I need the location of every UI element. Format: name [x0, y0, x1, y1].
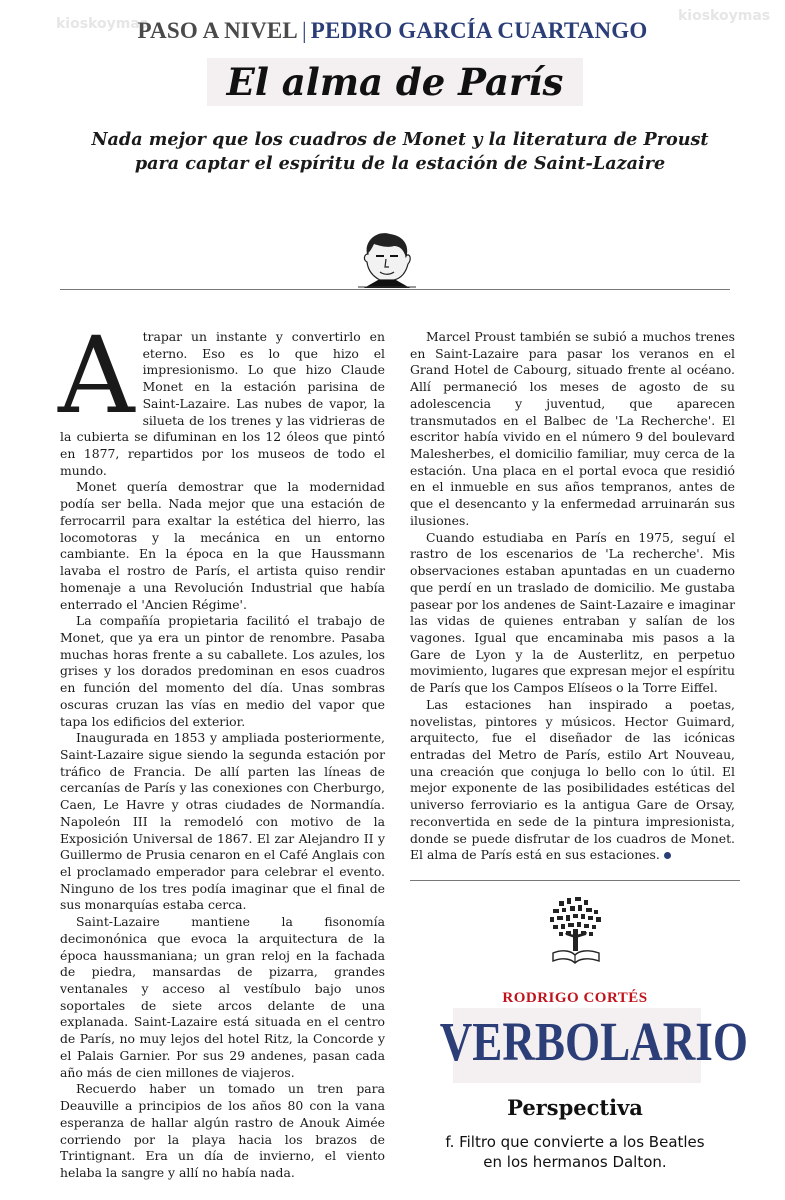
paragraph-text: trapar un instante y convertirlo en eterno. Eso es lo que hizo el impresionismo. Lo que hizo Claude Monet en la estación parisina de Saint-Lazaire. Las nubes de vapor, la silueta de los trenes y las vidrieras de la cubierta se difuminan en los 12 óleos que pintó en 1877, repartidos por los museos de todo el mundo. [60, 329, 385, 478]
kicker-author: PEDRO GARCÍA CUARTANGO [310, 18, 648, 43]
author-portrait-icon [358, 232, 416, 288]
verbolario-author: RODRIGO CORTÉS [502, 990, 648, 1006]
divider [60, 289, 730, 290]
paragraph: Monet quería demostrar que la modernidad podía ser bella. Nada mejor que una estación de ferrocarril para exaltar la estética del hierro, las locomotoras y la mecánica en un entorno cambiante. En la época en la que Haussmann lavaba el rostro de París, el artista quiso rendir homenaje a una Revolución Industrial que había enterrado el 'Ancien Régime'. [60, 479, 385, 612]
headline-box [207, 58, 583, 106]
drop-cap: A [58, 314, 135, 437]
paragraph [58, 314, 385, 479]
section-kicker [0, 18, 785, 44]
tree-of-letters-icon [545, 895, 607, 967]
verbolario-title: VERBOLARIO [439, 1011, 748, 1072]
end-mark-icon [664, 852, 671, 859]
paragraph: Marcel Proust también se subió a muchos trenes en Saint-Lazaire para pasar los veranos en el Grand Hotel de Cabourg, situado frente al océano. Allí permaneció los meses de agosto de su adolescencia y juventud, que aparecen transmutados en el Balbec de 'La Recherche'. El escritor había vivido en el número 9 del boulevard Malesherbes, el domicilio familiar, muy cerca de la estación. Una placa en el portal evoca que residió en el inmueble en sus años tempranos, antes de que el desencanto y la enfermedad arruinarán sus ilusiones. [410, 329, 735, 528]
verbolario-definition [410, 1132, 740, 1172]
deck-line: para captar el espíritu de la estación de Saint-Lazaire [134, 153, 666, 174]
watermark-text: kioskoymas [56, 16, 149, 32]
paragraph: Inaugurada en 1853 y ampliada posteriormente, Saint-Lazaire sigue siendo la segunda estación por tráfico de Francia. De allí parten las líneas de cercanías de París y las conexiones con Cherburgo, Caen, Le Havre y otras ciudades de Normandía. Napoleón III la remodeló con motivo de la Exposición Universal de 1867. El zar Alejandro II y Guillermo de Prusia cenaron en el Café Anglais con el proclamado emperador para celebrar el evento. Ninguno de los tres podía imaginar que el final de sus monarquías estaba cerca. [60, 730, 385, 913]
definition-line: f. Filtro que convierte a los Beatles [445, 1133, 705, 1151]
kicker-section: PASO A NIVEL [137, 18, 298, 43]
paragraph: Cuando estudiaba en París en 1975, seguí el rastro de los escenarios de 'La recherche'. Mis observaciones estaban apuntadas en un cuaderno que perdí en un traslado de domicilio. Me gustaba pasear por los andenes de Saint-Lazaire e imaginar las vidas de quienes entraban y salían de los vagones. Igual que encaminaba mis pasos a la Gare de Lyon y la de Austerlitz, en perpetuo movimiento, lugares que expresan mejor el espíritu de París que los Campos Elíseos o la Torre Eiffel. [410, 529, 735, 696]
deck [60, 128, 740, 176]
paragraph-text: Las estaciones han inspirado a poetas, novelistas, pintores y músicos. Hector Guimard, arquitecto, fue el diseñador de las icónicas entradas del Metro de París, estilo Art Nouveau, una creación que conjuga lo bello con lo útil. El mejor exponente de las posibilidades estéticas del universo ferroviario es la antigua Gare de Orsay, reconvertida en sede de la pintura impresionista, donde se puede disfrutar de los cuadros de Monet. El alma de París está en sus estaciones. [410, 696, 735, 863]
definition-line: en los hermanos Dalton. [483, 1153, 667, 1171]
paragraph: Recuerdo haber un tomado un tren para Deauville a principios de los años 80 con la vana esperanza de hallar algún rastro de Anouk Aimée corriendo por la playa hacia los brazos de Trintignant. Era un día de invierno, el viento helaba la sangre y allí no había nada. [60, 1081, 385, 1180]
verbolario-word: Perspectiva [507, 1095, 643, 1120]
watermark-text: kioskoymas [678, 8, 771, 24]
article-column-2 [410, 329, 735, 864]
headline: El alma de París [226, 60, 564, 104]
divider [410, 880, 740, 881]
kicker-separator: | [301, 18, 307, 43]
paragraph: Saint-Lazaire mantiene la fisonomía decimonónica que evoca la arquitectura de la época haussmaniana; un gran reloj en la fachada de piedra, mansardas de pizarra, grandes ventanales y acceso al vestíbulo bajo unos soportales de siete arcos delante de una explanada. Saint-Lazaire está situada en el centro de París, no muy lejos del hotel Ritz, la Concorde y el Palais Garnier. Por sus 29 andenes, pasan cada año más de cien millones de viajeros. [60, 914, 385, 1080]
paragraph [410, 697, 735, 864]
article-column-1 [58, 314, 385, 1182]
paragraph: La compañía propietaria facilitó el trabajo de Monet, que ya era un pintor de renombre. Pasaba muchas horas frente a su caballete. Los azules, los grises y los dorados predominan en esos cuadros en función del momento del día. Unas sombras oscuras cruzan las vías en medio del vapor que tapa los edificios del exterior. [60, 613, 385, 729]
deck-line: Nada mejor que los cuadros de Monet y la literatura de Proust [91, 129, 709, 150]
